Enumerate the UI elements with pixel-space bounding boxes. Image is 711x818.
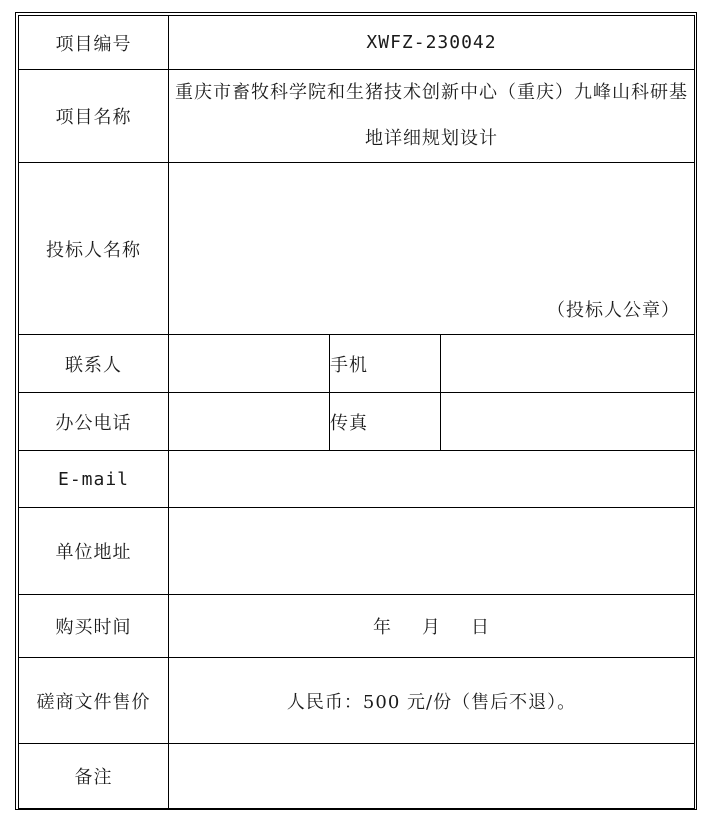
- bidder-seal-note: （投标人公章）: [547, 300, 681, 321]
- registration-form-table: [18, 15, 695, 809]
- email-label: E-mail: [19, 451, 169, 508]
- mobile-value-field[interactable]: [441, 335, 695, 393]
- contact-label: 联系人: [19, 335, 169, 393]
- fax-label: 传真: [330, 393, 441, 451]
- row-address: [19, 508, 695, 595]
- price-value: 人民币：500 元/份（售后不退）。: [169, 658, 695, 744]
- contact-value-field[interactable]: [169, 335, 330, 393]
- purchase-time-label: 购买时间: [19, 595, 169, 658]
- project-no-label: 项目编号: [19, 16, 169, 70]
- project-name-cell: [169, 70, 695, 163]
- date-year-label: 年: [373, 617, 392, 638]
- row-phone: [19, 393, 695, 451]
- remarks-value-field[interactable]: [169, 744, 695, 809]
- row-email: [19, 451, 695, 508]
- address-label: 单位地址: [19, 508, 169, 595]
- address-value-field[interactable]: [169, 508, 695, 595]
- row-project-name: [19, 70, 695, 163]
- date-day-label: 日: [471, 617, 490, 638]
- phone-label: 办公电话: [19, 393, 169, 451]
- project-name-value: 重庆市畜牧科学院和生猪技术创新中心（重庆）九峰山科研基地详细规划设计: [175, 82, 688, 149]
- project-no-value: XWFZ-230042: [169, 16, 695, 70]
- email-value-field[interactable]: [169, 451, 695, 508]
- row-purchase-time: [19, 595, 695, 658]
- project-name-label: 项目名称: [19, 70, 169, 163]
- date-month-label: 月: [422, 617, 441, 638]
- phone-value-field[interactable]: [169, 393, 330, 451]
- row-bidder: [19, 163, 695, 335]
- purchase-date-field[interactable]: [169, 595, 695, 658]
- row-contact: [19, 335, 695, 393]
- bidder-value-field[interactable]: [169, 163, 695, 335]
- price-label: 磋商文件售价: [19, 658, 169, 744]
- fax-value-field[interactable]: [441, 393, 695, 451]
- remarks-label: 备注: [19, 744, 169, 809]
- mobile-label: 手机: [330, 335, 441, 393]
- row-price: [19, 658, 695, 744]
- row-remarks: [19, 744, 695, 809]
- row-project-no: [19, 16, 695, 70]
- bidder-label: 投标人名称: [19, 163, 169, 335]
